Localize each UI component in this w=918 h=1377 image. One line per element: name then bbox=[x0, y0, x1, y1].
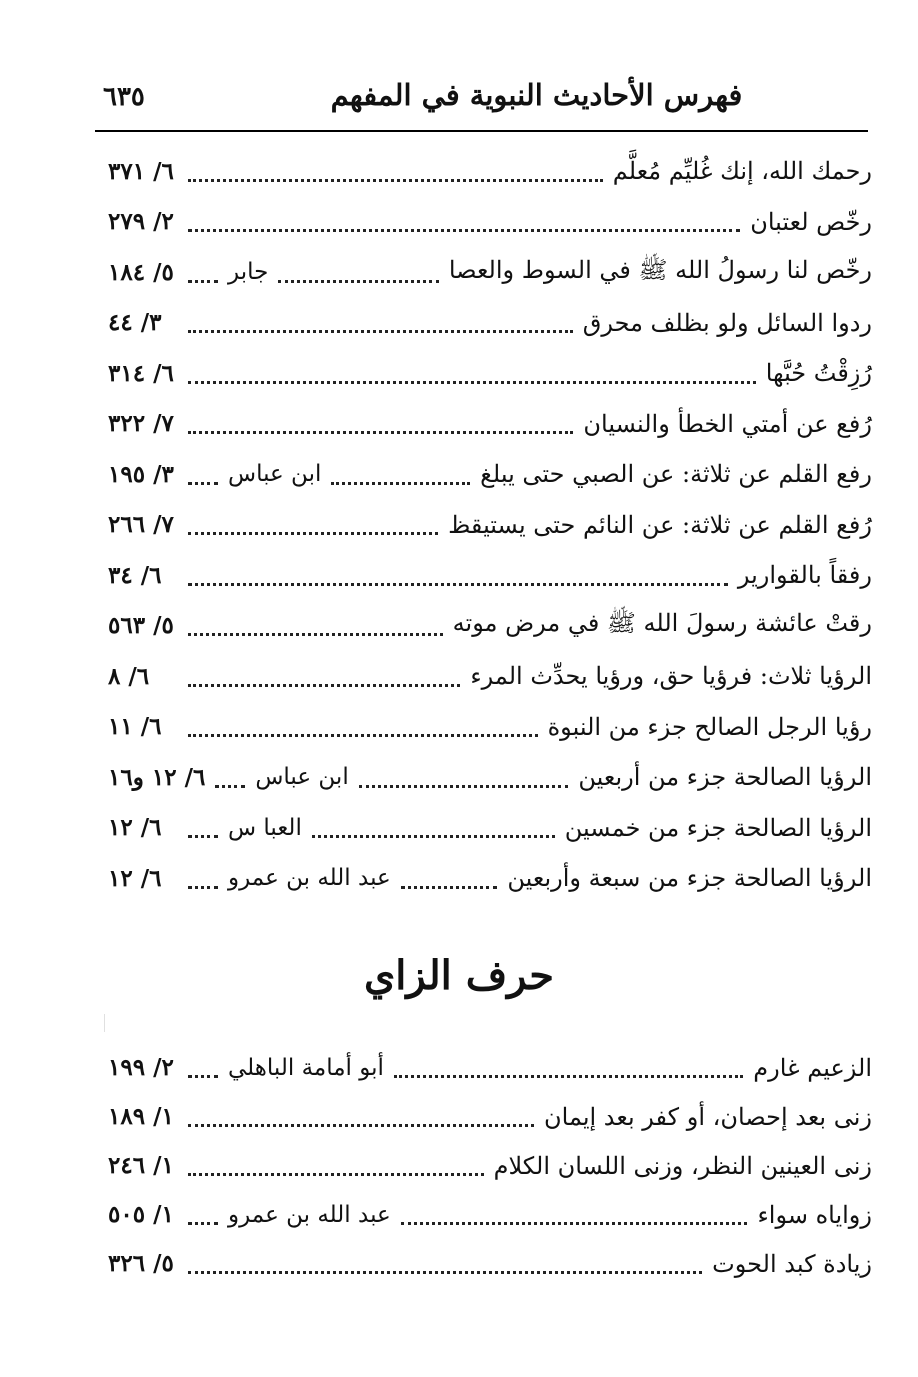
index-entry bbox=[100, 247, 872, 298]
hadith-text: زيادة كبد الحوت bbox=[712, 1249, 872, 1278]
volume-page-ref: ٣/ ٤٤ bbox=[108, 309, 162, 337]
index-entry bbox=[100, 752, 872, 803]
narrator: عبد الله بن عمرو bbox=[228, 865, 391, 892]
index-entry bbox=[100, 500, 872, 551]
leader-dots bbox=[188, 375, 756, 384]
hadith-text: رُزِقْتُ حُبَّها bbox=[765, 359, 872, 388]
leader-dots bbox=[188, 1265, 702, 1274]
volume-page-ref: ٣/ ١٩٥ bbox=[108, 460, 174, 488]
hadith-text: الرؤيا ثلاث: فرؤيا حق، ورؤيا يحدِّث المرء bbox=[470, 662, 872, 691]
leader-dots bbox=[188, 577, 728, 586]
index-entry bbox=[100, 298, 872, 349]
volume-page-ref: ٦/ ٨ bbox=[108, 662, 150, 690]
leader-dots bbox=[188, 880, 218, 889]
volume-page-ref: ٥/ ١٨٤ bbox=[108, 258, 174, 286]
entries-list-zay bbox=[100, 1043, 872, 1288]
volume-page-ref: ١/ ١٨٩ bbox=[108, 1103, 174, 1130]
leader-dots bbox=[359, 779, 569, 788]
volume-page-ref: ٦/ ١٢ bbox=[108, 814, 162, 842]
volume-page-ref: ١/ ٢٤٦ bbox=[108, 1152, 174, 1179]
leader-dots bbox=[188, 678, 460, 687]
index-entry bbox=[100, 399, 872, 450]
leader-dots bbox=[278, 274, 439, 283]
hadith-text: رخّص لنا رسولُ الله ﷺ في السوط والعصا bbox=[448, 255, 872, 284]
volume-page-ref: ٥/ ٥٦٣ bbox=[108, 612, 174, 640]
index-entry bbox=[100, 1043, 872, 1092]
leader-dots bbox=[188, 425, 573, 434]
volume-page-ref: ٦/ ٣٤ bbox=[108, 561, 162, 589]
hadith-text: الرؤيا الصالحة جزء من أربعين bbox=[578, 763, 872, 792]
leader-dots bbox=[188, 829, 218, 838]
hadith-text: رحمك الله، إنك غُليِّم مُعلَّم bbox=[612, 157, 872, 186]
volume-page-ref: ٧/ ٣٢٢ bbox=[108, 410, 174, 438]
leader-dots bbox=[188, 476, 218, 485]
leader-dots bbox=[188, 1118, 534, 1127]
index-entry bbox=[100, 1239, 872, 1288]
index-entry bbox=[100, 803, 872, 854]
leader-dots bbox=[401, 880, 498, 889]
section-heading: حرف الزاي bbox=[364, 952, 554, 999]
volume-page-ref: ٢/ ٢٧٩ bbox=[108, 208, 174, 236]
volume-page-ref: ٦/ ١١ bbox=[108, 713, 162, 741]
index-entry bbox=[100, 197, 872, 248]
leader-dots bbox=[188, 627, 443, 636]
hadith-text: رفع القلم عن ثلاثة: عن الصبي حتى يبلغ bbox=[480, 460, 872, 489]
leader-dots bbox=[188, 1216, 218, 1225]
leader-dots bbox=[312, 829, 555, 838]
index-entry bbox=[100, 853, 872, 904]
volume-page-ref: ٥/ ٣٢٦ bbox=[108, 1250, 174, 1277]
leader-dots bbox=[188, 324, 573, 333]
volume-page-ref: ١/ ٥٠٥ bbox=[108, 1201, 174, 1228]
index-entry bbox=[100, 1092, 872, 1141]
narrator: ابن عباس bbox=[255, 764, 349, 791]
index-entry bbox=[100, 601, 872, 652]
page-number: ٦٣٥ bbox=[103, 82, 145, 112]
hadith-text: الرؤيا الصالحة جزء من سبعة وأربعين bbox=[507, 864, 872, 893]
index-entry bbox=[100, 651, 872, 702]
volume-page-ref: ٢/ ١٩٩ bbox=[108, 1054, 174, 1081]
leader-dots bbox=[331, 476, 470, 485]
leader-dots bbox=[215, 779, 245, 788]
hadith-text: الرؤيا الصالحة جزء من خمسين bbox=[564, 813, 872, 842]
leader-dots bbox=[188, 1167, 484, 1176]
leader-dots bbox=[188, 1069, 218, 1078]
leader-dots bbox=[188, 223, 740, 232]
running-title: فهرس الأحاديث النبوية في المفهم bbox=[330, 78, 743, 112]
index-entry bbox=[100, 702, 872, 753]
leader-dots bbox=[401, 1216, 748, 1225]
index-entry bbox=[100, 146, 872, 197]
index-entry bbox=[100, 348, 872, 399]
volume-page-ref: ٦/ ٣١٤ bbox=[108, 359, 174, 387]
hadith-text: رقتْ عائشة رسولَ الله ﷺ في مرض موته bbox=[452, 609, 872, 638]
index-entry bbox=[100, 550, 872, 601]
leader-dots bbox=[394, 1069, 743, 1078]
volume-page-ref: ٦/ ١٢ bbox=[108, 864, 162, 892]
leader-dots bbox=[188, 173, 603, 182]
volume-page-ref: ٦/ ٣٧١ bbox=[108, 157, 174, 185]
narrator: ابن عباس bbox=[228, 461, 322, 488]
narrator: العبا س bbox=[228, 814, 302, 841]
hadith-text: زنى بعد إحصان، أو كفر بعد إيمان bbox=[544, 1102, 872, 1131]
narrator: جابر bbox=[228, 259, 269, 286]
entries-list-ra bbox=[100, 146, 872, 904]
index-entry bbox=[100, 449, 872, 500]
hadith-text: الزعيم غارم bbox=[753, 1053, 872, 1082]
hadith-text: زنى العينين النظر، وزنى اللسان الكلام bbox=[493, 1151, 872, 1180]
page-smudge bbox=[104, 1014, 113, 1032]
page-header bbox=[95, 72, 868, 132]
hadith-text: زواياه سواء bbox=[757, 1200, 872, 1229]
volume-page-ref: ٦/ ١٢ و١٦ bbox=[108, 763, 206, 791]
leader-dots bbox=[188, 274, 218, 283]
hadith-text: رؤيا الرجل الصالح جزء من النبوة bbox=[547, 712, 872, 741]
hadith-text: رُفع عن أمتي الخطأ والنسيان bbox=[583, 409, 872, 438]
index-entry bbox=[100, 1141, 872, 1190]
leader-dots bbox=[188, 728, 538, 737]
narrator: أبو أمامة الباهلي bbox=[228, 1054, 384, 1081]
narrator: عبد الله بن عمرو bbox=[228, 1201, 391, 1228]
index-entry bbox=[100, 1190, 872, 1239]
hadith-text: ردوا السائل ولو بظلف محرق bbox=[582, 308, 872, 337]
volume-page-ref: ٧/ ٢٦٦ bbox=[108, 511, 174, 539]
hadith-text: رُفع القلم عن ثلاثة: عن النائم حتى يستيقظ bbox=[448, 510, 872, 539]
hadith-text: رخّص لعتبان bbox=[750, 207, 872, 236]
hadith-text: رفقاً بالقوارير bbox=[737, 561, 872, 590]
leader-dots bbox=[188, 526, 438, 535]
